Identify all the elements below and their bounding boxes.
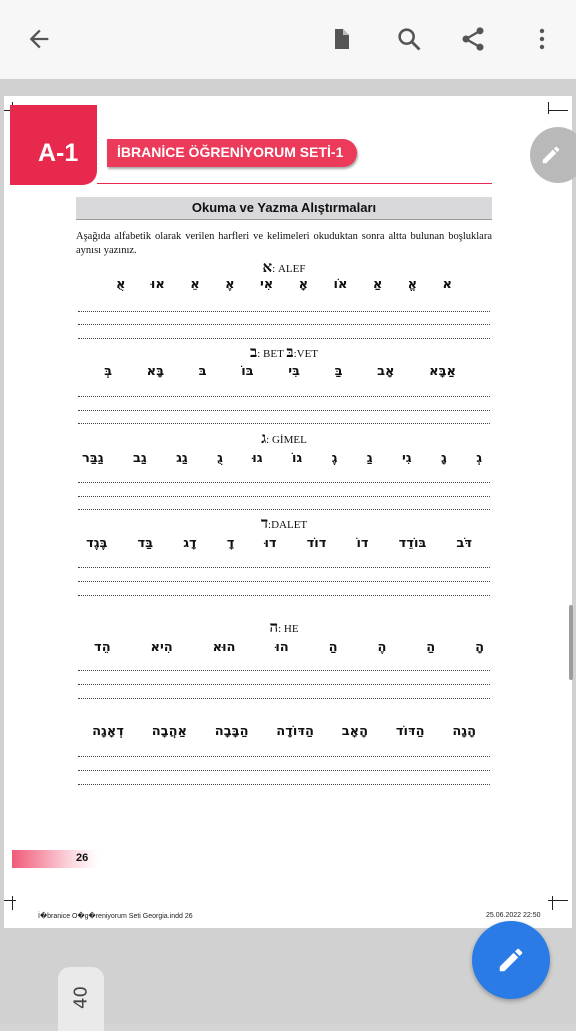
crop-mark — [4, 900, 16, 901]
section-header — [76, 197, 492, 220]
writing-line[interactable] — [78, 581, 490, 582]
hebrew-item: א — [442, 276, 452, 292]
hebrew-item: גַבַּר — [82, 450, 104, 466]
hebrew-item: אַבָּא — [429, 363, 456, 379]
hebrew-item: דוֹד — [306, 535, 327, 551]
writing-line[interactable] — [78, 338, 490, 339]
hebrew-item: הָאָב — [341, 723, 369, 739]
back-arrow-icon — [25, 25, 53, 53]
hebrew-item: דוּ — [264, 535, 277, 551]
hebrew-item: הַ — [426, 639, 436, 655]
hebrew-item: אֵ — [190, 276, 200, 292]
hebrew-item: בָּא — [146, 363, 165, 379]
scrollbar-thumb[interactable] — [569, 605, 573, 680]
page-number-bar — [12, 850, 98, 868]
writing-line[interactable] — [78, 423, 490, 424]
hebrew-item: אֶ — [225, 276, 235, 292]
letter-heading-he: ה: HE — [269, 620, 299, 636]
hebrew-item: אַ — [372, 276, 383, 292]
hebrew-item: הַבָּבָה — [214, 723, 249, 739]
hebrew-item: אֹו — [333, 276, 348, 292]
instruction-text: Aşağıda alfabetik olarak verilen harfleri ve kelimeleri okuduktan sonra altta bulunan boşluklara aynısı yazınız. — [76, 231, 492, 256]
hebrew-item: בְּ — [104, 363, 113, 379]
hebrew-item: הוּא — [212, 639, 236, 655]
search-icon — [395, 25, 423, 53]
hebrew-item: בּוֹדֵד — [398, 535, 427, 551]
crop-mark — [548, 900, 568, 901]
hebrew-item: אָב — [377, 363, 395, 379]
hebrew-item: גֻ — [217, 450, 223, 466]
writing-line[interactable] — [78, 784, 490, 785]
hebrew-item: גָ — [441, 450, 447, 466]
writing-line[interactable] — [78, 698, 490, 699]
more-options-button[interactable] — [522, 19, 562, 59]
set-title-banner — [107, 139, 357, 167]
document-icon — [329, 26, 353, 52]
hebrew-item: אָ — [298, 276, 309, 292]
back-button[interactable] — [19, 19, 59, 59]
crop-mark — [12, 896, 13, 910]
letter-heading-gimel: ג: GİMEL — [261, 431, 307, 447]
pdf-page — [4, 96, 572, 928]
hebrew-item: בַּד — [137, 535, 154, 551]
crop-mark — [548, 102, 549, 114]
share-button[interactable] — [453, 19, 493, 59]
hebrew-item: דָ — [226, 535, 235, 551]
hebrew-item: גוֹ — [291, 450, 303, 466]
more-vert-icon — [538, 26, 546, 52]
letter-heading-dalet: ד:DALET — [260, 516, 308, 532]
writing-line[interactable] — [78, 496, 490, 497]
hebrew-item: גְ — [476, 450, 482, 466]
hebrew-item: בִּי — [288, 363, 300, 379]
hebrew-item: הֵד — [94, 639, 111, 655]
hebrew-item: בּוֹ — [241, 363, 254, 379]
writing-line[interactable] — [78, 770, 490, 771]
hebrew-item: גַג — [176, 450, 188, 466]
share-icon — [459, 25, 487, 53]
hebrew-item: דְאָגָה — [92, 723, 124, 739]
practice-row-gimel — [82, 445, 482, 471]
hebrew-item: גֶ — [331, 450, 338, 466]
hebrew-item: הָגָה — [452, 723, 476, 739]
letter-heading-alef: א: ALEF — [262, 260, 306, 276]
hebrew-item: דָג — [183, 535, 197, 551]
writing-line[interactable] — [78, 396, 490, 397]
pencil-icon — [540, 144, 562, 166]
crop-mark — [552, 896, 553, 910]
print-footer-file: İ�branice O�g�reniyorum Seti Georgia.indd 26 — [38, 913, 193, 920]
edit-fab-button[interactable] — [472, 921, 550, 999]
hebrew-item: אַהֲבָה — [151, 723, 187, 739]
hebrew-item: הַדּוֹד — [395, 723, 425, 739]
writing-line[interactable] — [78, 311, 490, 312]
practice-row-bet — [104, 358, 456, 384]
document-button[interactable] — [321, 19, 361, 59]
hebrew-item: גוּ — [252, 450, 263, 466]
crop-mark — [548, 110, 568, 111]
hebrew-item: אֱ — [407, 276, 418, 292]
title-divider — [97, 183, 492, 184]
hebrew-item: גַ — [366, 450, 373, 466]
hebrew-item: גִי — [401, 450, 412, 466]
set-title: İBRANİCE ÖĞRENİYORUM SETİ-1 — [117, 144, 344, 160]
writing-line[interactable] — [78, 756, 490, 757]
writing-line[interactable] — [78, 595, 490, 596]
hebrew-item: הִיא — [150, 639, 173, 655]
hebrew-item: הֶ — [377, 639, 387, 655]
writing-line[interactable] — [78, 410, 490, 411]
hebrew-item: הוּ — [275, 639, 289, 655]
page-number: 26 — [76, 852, 89, 864]
hebrew-item: אִי — [259, 276, 274, 292]
practice-row-dalet — [86, 530, 472, 556]
writing-line[interactable] — [78, 509, 490, 510]
page-indicator[interactable] — [58, 967, 104, 1031]
hebrew-item: בֶּגֶד — [86, 535, 108, 551]
hebrew-item: הַדּוֹדָה — [276, 723, 314, 739]
print-footer-date: 25.06.2022 22:50 — [486, 912, 541, 919]
writing-line[interactable] — [78, 324, 490, 325]
page-indicator-number: 40 — [70, 986, 92, 1009]
hebrew-item: בַּ — [334, 363, 343, 379]
section-title: Okuma ve Yazma Alıştırmaları — [191, 200, 377, 215]
practice-row-alef — [116, 271, 452, 297]
writing-line[interactable] — [78, 684, 490, 685]
practice-row-words — [92, 718, 476, 744]
practice-row-he — [94, 634, 484, 660]
letter-heading-bet: ב: BET בּ:VET — [249, 345, 319, 361]
writing-line[interactable] — [78, 567, 490, 568]
pencil-icon — [496, 945, 526, 975]
hebrew-item: הָ — [475, 639, 484, 655]
writing-line[interactable] — [78, 482, 490, 483]
unit-badge-label: A-1 — [38, 139, 79, 167]
hebrew-item: גַב — [132, 450, 147, 466]
writing-line[interactable] — [78, 670, 490, 671]
hebrew-item: דֹּב — [456, 535, 472, 551]
hebrew-item: אֻ — [116, 276, 126, 292]
hebrew-item: דוֹ — [356, 535, 369, 551]
hebrew-item: בּ — [198, 363, 207, 379]
hebrew-item: הַ — [328, 639, 338, 655]
hebrew-item: אוּ — [150, 276, 165, 292]
search-button[interactable] — [389, 19, 429, 59]
app-toolbar — [0, 0, 576, 79]
